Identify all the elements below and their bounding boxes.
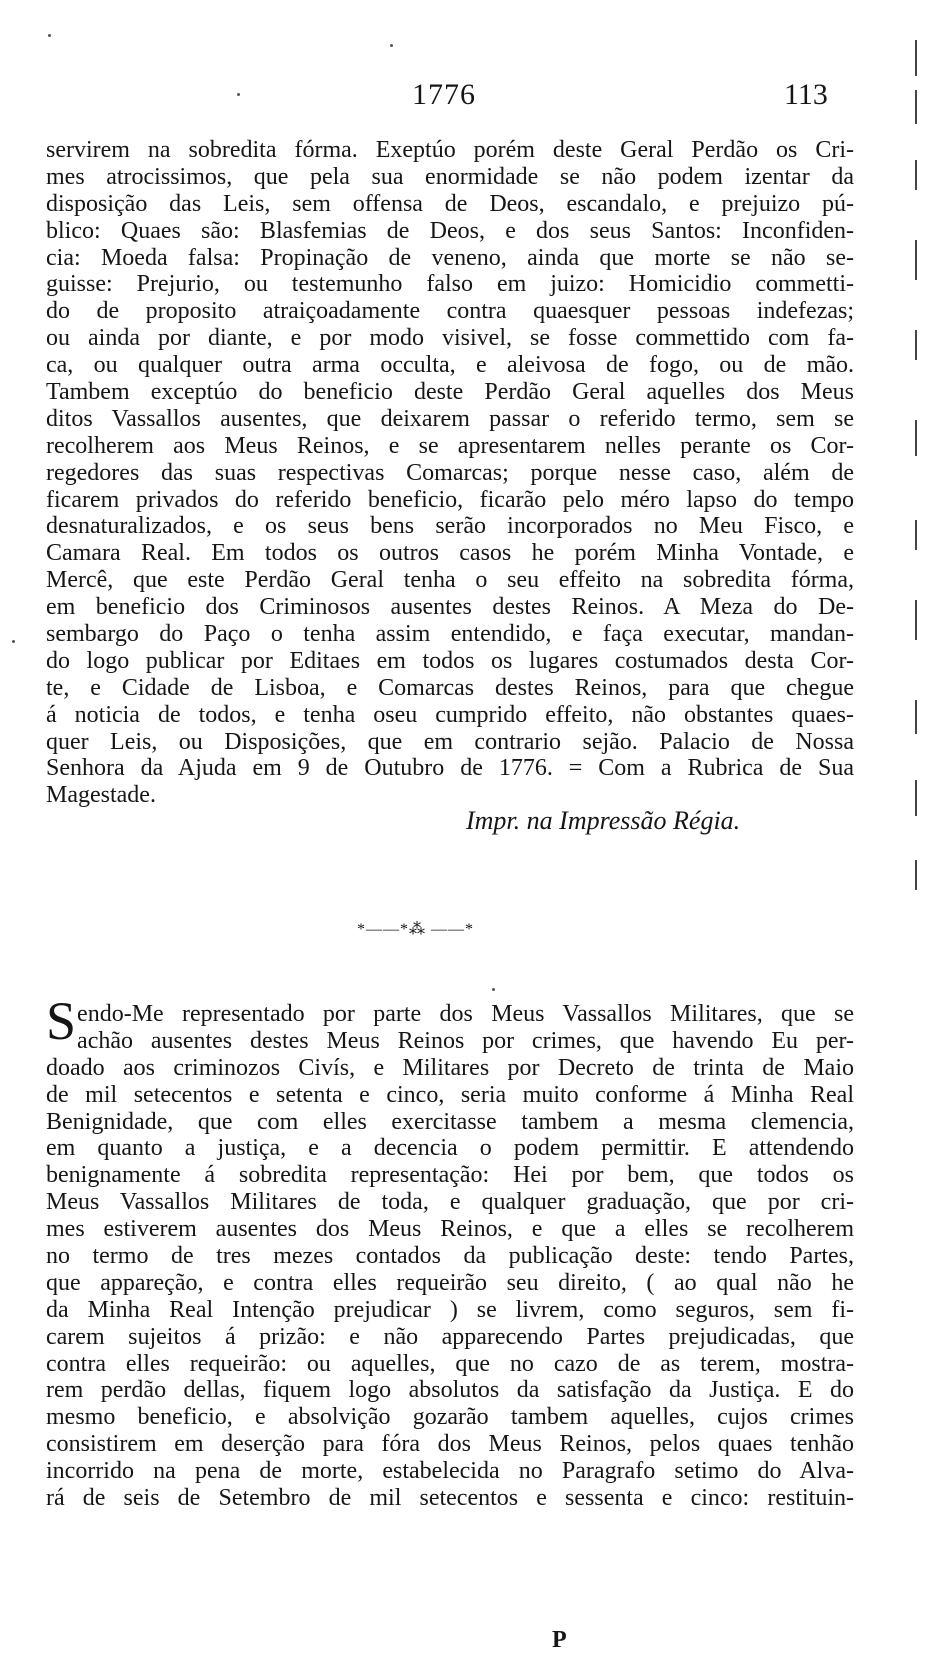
- text-line: blico: Quaes são: Blasfemias de Deos, e dos seus Santos: Inconfiden-: [46, 217, 854, 244]
- text-line: do logo publicar por Editaes em todos os lugares costumados desta Cor-: [46, 647, 854, 674]
- text-line: servirem na sobredita fórma. Exeptúo porém deste Geral Perdão os Cri-: [46, 137, 854, 163]
- text-line: Mercê, que este Perdão Geral tenha o seu effeito na sobredita fórma,: [46, 567, 854, 594]
- margin-rule: [915, 780, 917, 816]
- margin-rule: [915, 860, 917, 890]
- margin-rule: [915, 420, 917, 456]
- text-line: do de proposito atraiçoadamente contra quaesquer pessoas indefezas;: [46, 298, 854, 325]
- text-line: consistirem em deserção para fóra dos Meus Reinos, pelos quaes tenhão: [46, 1431, 854, 1458]
- section-divider-ornament: *——*⁂ ——*: [357, 921, 474, 938]
- text-line: sembargo do Paço o tenha assim entendido, e faça executar, mandan-: [46, 621, 854, 648]
- text-line: rem perdão dellas, fiquem logo absolutos da satisfação da Justiça. E do: [46, 1377, 854, 1404]
- text-line: mes estiverem ausentes dos Meus Reinos, e que a elles se recolherem: [46, 1216, 854, 1243]
- text-line: doado aos criminozos Civís, e Militares por Decreto de trinta de Maio: [46, 1054, 854, 1081]
- text-line: guisse: Prejurio, ou testemunho falso em juizo: Homicidio commetti-: [46, 271, 854, 298]
- text-line: benignamente á sobredita representação: Hei por bem, que todos os: [46, 1162, 854, 1189]
- print-speck: [390, 44, 393, 47]
- print-speck: [237, 93, 240, 96]
- margin-rule: [915, 90, 917, 124]
- print-speck: [12, 640, 15, 643]
- text-line: mesmo beneficio, e absolvição gozarão tambem aquelles, cujos crimes: [46, 1404, 854, 1431]
- text-line: rá de seis de Setembro de mil setecentos e sessenta e cinco: restituin-: [46, 1485, 854, 1512]
- margin-rule: [915, 160, 917, 190]
- print-speck: [48, 34, 51, 37]
- margin-rule: [915, 700, 917, 734]
- text-line: regedores das suas respectivas Comarcas; porque nesse caso, além de: [46, 459, 854, 486]
- text-line: em beneficio dos Criminosos ausentes destes Reinos. A Meza do De-: [46, 594, 854, 621]
- text-line: á noticia de todos, e tenha oseu cumprido effeito, não obstantes quaes-: [46, 701, 854, 728]
- first-line-text: endo-Me representado por parte dos Meus Vassallos Militares, que se: [77, 1001, 854, 1027]
- text-line: contra elles requeirão: ou aquelles, que no cazo de as terem, mostra-: [46, 1350, 854, 1377]
- text-line: cia: Moeda falsa: Propinação de veneno, ainda que morte se não se-: [46, 244, 854, 271]
- text-line: no termo de tres mezes contados da publicação deste: tendo Partes,: [46, 1243, 854, 1270]
- text-line: Tambem exceptúo do beneficio deste Perdão Geral aquelles dos Meus: [46, 379, 854, 406]
- text-line: Camara Real. Em todos os outros casos he porém Minha Vontade, e: [46, 540, 854, 567]
- text-line: incorrido na pena de morte, estabelecida no Paragrafo setimo do Alva-: [46, 1458, 854, 1485]
- text-line: da Minha Real Intenção prejudicar ) se livrem, como seguros, sem fi-: [46, 1296, 854, 1323]
- imprint-line: Impr. na Impressão Régia.: [466, 806, 741, 835]
- text-line: Senhora da Ajuda em 9 de Outubro de 1776. = Com a Rubrica de Sua: [46, 755, 854, 782]
- text-line: carem sujeitos á prizão: e não apparecendo Partes prejudicadas, que: [46, 1323, 854, 1350]
- header-year: 1776: [412, 78, 476, 111]
- page-number: 113: [784, 78, 828, 111]
- text-line: desnaturalizados, e os seus bens serão incorporados no Meu Fisco, e: [46, 513, 854, 540]
- text-line: achão ausentes destes Meus Reinos por crimes, que havendo Eu per-: [77, 1027, 854, 1054]
- text-line: disposição das Leis, sem offensa de Deos, escandalo, e prejuizo pú-: [46, 190, 854, 217]
- text-line: Magestade.: [46, 782, 156, 809]
- text-line-first: [46, 1001, 854, 1028]
- text-line: ca, ou qualquer outra arma occulta, e aleivosa de fogo, ou de mão.: [46, 352, 854, 379]
- signature-mark: P: [552, 1627, 567, 1653]
- text-line: que appareção, e contra elles requeirão seu direito, ( ao qual não he: [46, 1269, 854, 1296]
- text-line: ditos Vassallos ausentes, que deixarem passar o referido termo, sem se: [46, 405, 854, 432]
- text-line: de mil setecentos e setenta e cinco, seria muito conforme á Minha Real: [46, 1081, 854, 1108]
- decree-text-continuation: [46, 137, 854, 809]
- text-line: Benignidade, que com elles exercitasse tambem a mesma clemencia,: [46, 1108, 854, 1135]
- text-line: ou ainda por diante, e por modo visivel, se fosse commettido com fa-: [46, 325, 854, 352]
- running-header: [0, 78, 930, 118]
- print-speck: [492, 988, 495, 991]
- text-line: mes atrocissimos, que pela sua enormidade se não podem izentar da: [46, 163, 854, 190]
- text-line: Meus Vassallos Militares de toda, e qualquer graduação, que por cri-: [46, 1189, 854, 1216]
- text-line: em quanto a justiça, e a decencia o podem permittir. E attendendo: [46, 1135, 854, 1162]
- margin-rule: [915, 330, 917, 360]
- text-line: quer Leis, ou Disposições, que em contrario sejão. Palacio de Nossa: [46, 728, 854, 755]
- decree-text-new: [46, 991, 854, 1512]
- text-line: te, e Cidade de Lisboa, e Comarcas destes Reinos, para que chegue: [46, 674, 854, 701]
- text-line: recolherem aos Meus Reinos, e se apresentarem nelles perante os Cor-: [46, 432, 854, 459]
- margin-rule: [915, 600, 917, 640]
- margin-rule: [915, 40, 917, 76]
- text-line: ficarem privados do referido beneficio, ficarão pelo méro lapso do tempo: [46, 486, 854, 513]
- margin-rule: [915, 240, 917, 280]
- drop-cap: S: [46, 991, 77, 1051]
- margin-rule: [915, 520, 917, 550]
